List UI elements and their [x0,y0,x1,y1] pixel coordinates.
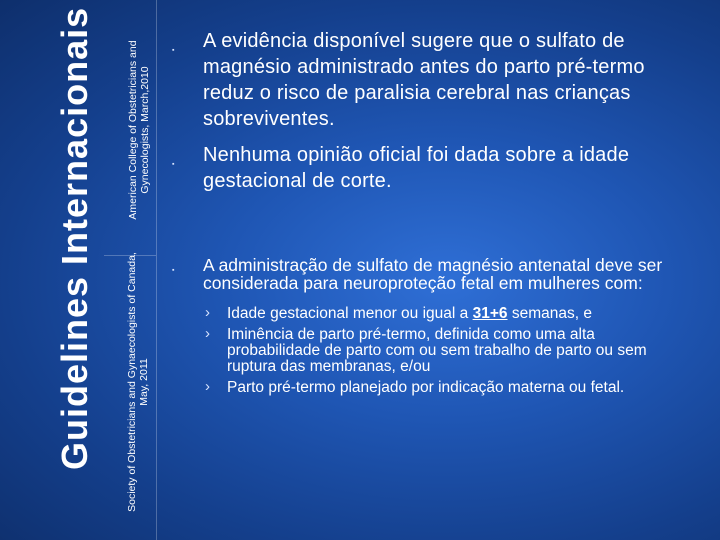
acog-bullet-2 [170,142,690,194]
sogc-sub-item-3 [203,380,690,396]
sub1-text-before: Idade gestacional menor ou igual a [227,305,473,322]
sogc-sub-item-1 [203,306,690,322]
sub1-text-after: semanas, e [507,305,592,322]
sidebar [0,0,160,540]
acog-source-label: American College of Obstetricians and Gynecologists, March,2010 [127,40,151,220]
acog-bullet-1 [170,28,690,132]
section-divider [104,255,156,256]
square-bullet-icon: ▪ [172,267,175,274]
square-bullet-icon: ▪ [172,161,175,168]
sub2-text: Iminência de parto pré-termo, definida como uma alta probabilidade de parto com ou sem trabalho de parto ou sem ruptura das membranas, e/ou [227,326,647,375]
sogc-bullet [170,256,690,292]
sogc-bullet-text: A administração de sulfato de magnésio antenatal deve ser considerada para neuroproteção fetal em mulheres com: [203,255,663,293]
chevron-right-icon: › [205,378,210,395]
square-bullet-icon: ▪ [172,47,175,54]
sogc-sub-list [170,306,690,396]
sub1-gestational-age: 31+6 [472,305,508,322]
sogc-source-label: Society of Obstetricians and Gynaecologists of Canada, May, 2011 [126,252,150,512]
acog-bullet-2-text: Nenhuma opinião oficial foi dada sobre a idade gestacional de corte. [203,144,630,192]
sub3-text: Parto pré-termo planejado por indicação materna ou fetal. [227,379,625,396]
slide-content [170,28,690,401]
chevron-right-icon: › [205,304,210,321]
slide-title: Guidelines Internacionais [54,6,95,470]
chevron-right-icon: › [205,325,210,342]
acog-bullet-1-text: A evidência disponível sugere que o sulfato de magnésio administrado antes do parto pré-termo reduz o risco de paralisia cerebral nas crianças sobreviventes. [203,30,645,130]
vertical-divider [156,0,157,540]
sogc-sub-item-2 [203,327,690,375]
